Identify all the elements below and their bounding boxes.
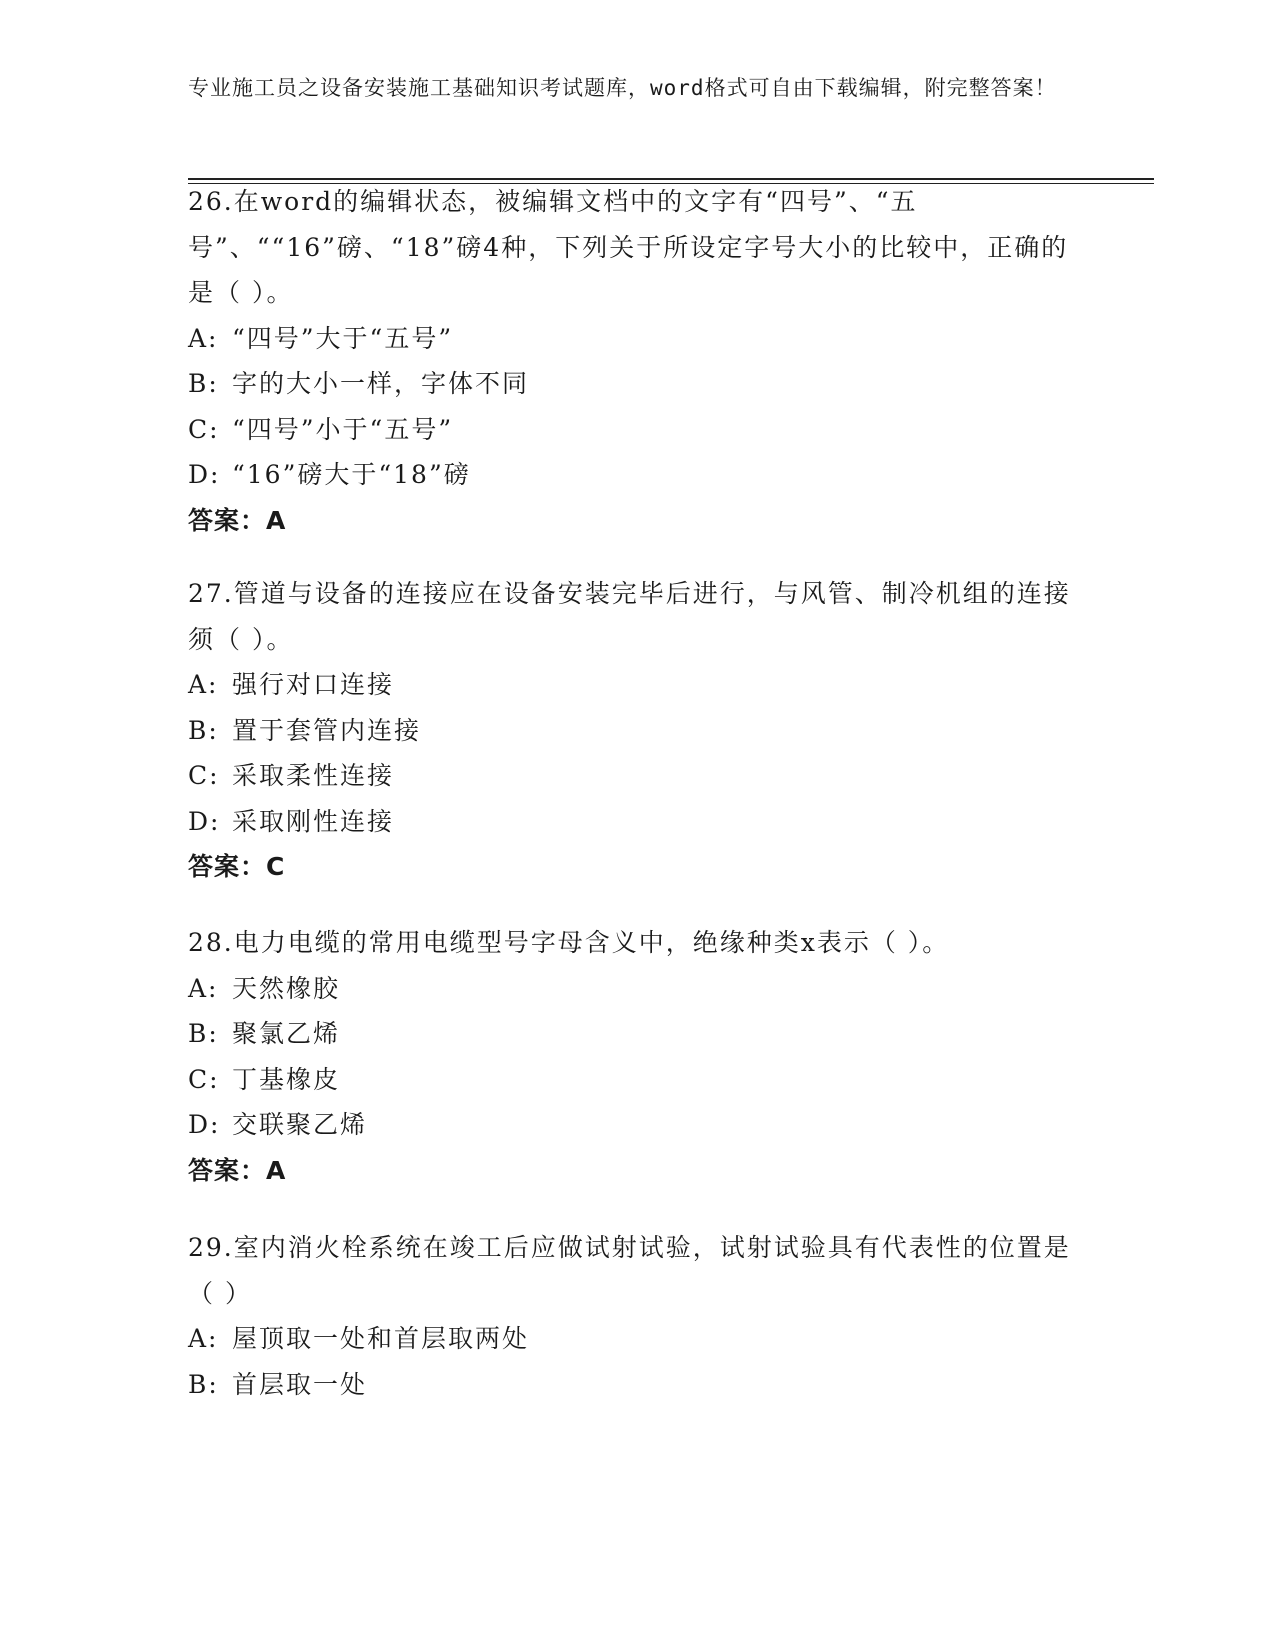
- option-key: D:: [188, 460, 221, 489]
- option-key: A:: [188, 670, 219, 699]
- option-key: D:: [188, 1110, 221, 1139]
- option-text: “四号”大于“五号”: [232, 323, 454, 353]
- option-b: [188, 1011, 1088, 1057]
- option-key: A:: [188, 323, 219, 353]
- option-text: 强行对口连接: [232, 670, 395, 699]
- option-key: C:: [188, 414, 220, 444]
- question-text: 28.电力电缆的常用电缆型号字母含义中，绝缘种类x表示（ ）。: [188, 928, 950, 957]
- option-c: [188, 407, 1088, 453]
- option-key: A:: [188, 973, 219, 1003]
- question-28: [188, 920, 1088, 1193]
- option-d: [188, 799, 1088, 845]
- answer: 答案：A: [188, 1155, 287, 1185]
- option-a: [188, 662, 1088, 708]
- option-b: [188, 361, 1088, 407]
- option-key: B:: [188, 1019, 219, 1048]
- option-text: 丁基橡皮: [232, 1064, 341, 1094]
- option-text: 聚氯乙烯: [232, 1019, 341, 1048]
- option-text: 采取柔性连接: [232, 761, 395, 790]
- option-text: 首层取一处: [232, 1369, 368, 1399]
- option-c: [188, 753, 1088, 799]
- option-key: B:: [188, 715, 219, 745]
- option-d: [188, 1102, 1088, 1148]
- question-26: [188, 179, 1088, 543]
- option-text: “16”磅大于“18”磅: [232, 460, 471, 489]
- option-b: [188, 1362, 1088, 1408]
- answer: 答案：A: [188, 505, 287, 535]
- question-text: 27.管道与设备的连接应在设备安装完毕后进行，与风管、制冷机组的连接须（ ）。: [188, 579, 1071, 654]
- option-text: 置于套管内连接: [232, 715, 422, 745]
- question-27: [188, 571, 1088, 890]
- option-a: [188, 1316, 1088, 1362]
- option-text: “四号”小于“五号”: [232, 414, 454, 444]
- option-text: 采取刚性连接: [232, 806, 395, 836]
- option-text: 天然橡胶: [232, 973, 341, 1003]
- answer: 答案：C: [188, 852, 286, 881]
- option-key: D:: [188, 806, 221, 836]
- option-key: C:: [188, 761, 220, 790]
- option-key: A:: [188, 1324, 219, 1353]
- option-c: [188, 1057, 1088, 1103]
- option-key: B:: [188, 1369, 219, 1399]
- question-29: [188, 1225, 1088, 1407]
- option-text: 交联聚乙烯: [232, 1110, 368, 1139]
- option-b: [188, 708, 1088, 754]
- option-text: 屋顶取一处和首层取两处: [232, 1324, 530, 1353]
- document-header: 专业施工员之设备安装施工基础知识考试题库，word格式可自由下载编辑，附完整答案！: [188, 76, 1057, 100]
- question-text: 26.在word的编辑状态，被编辑文档中的文字有“四号”、“五号”、““16”磅、“18”磅4种，下列关于所设定字号大小的比较中，正确的是（ ）。: [188, 187, 1069, 307]
- option-key: B:: [188, 369, 219, 398]
- option-d: [188, 452, 1088, 498]
- option-a: [188, 316, 1088, 362]
- option-a: [188, 966, 1088, 1012]
- option-text: 字的大小一样，字体不同: [232, 369, 530, 398]
- option-key: C:: [188, 1064, 220, 1094]
- question-text: 29.室内消火栓系统在竣工后应做试射试验，试射试验具有代表性的位置是（ ）: [188, 1233, 1071, 1308]
